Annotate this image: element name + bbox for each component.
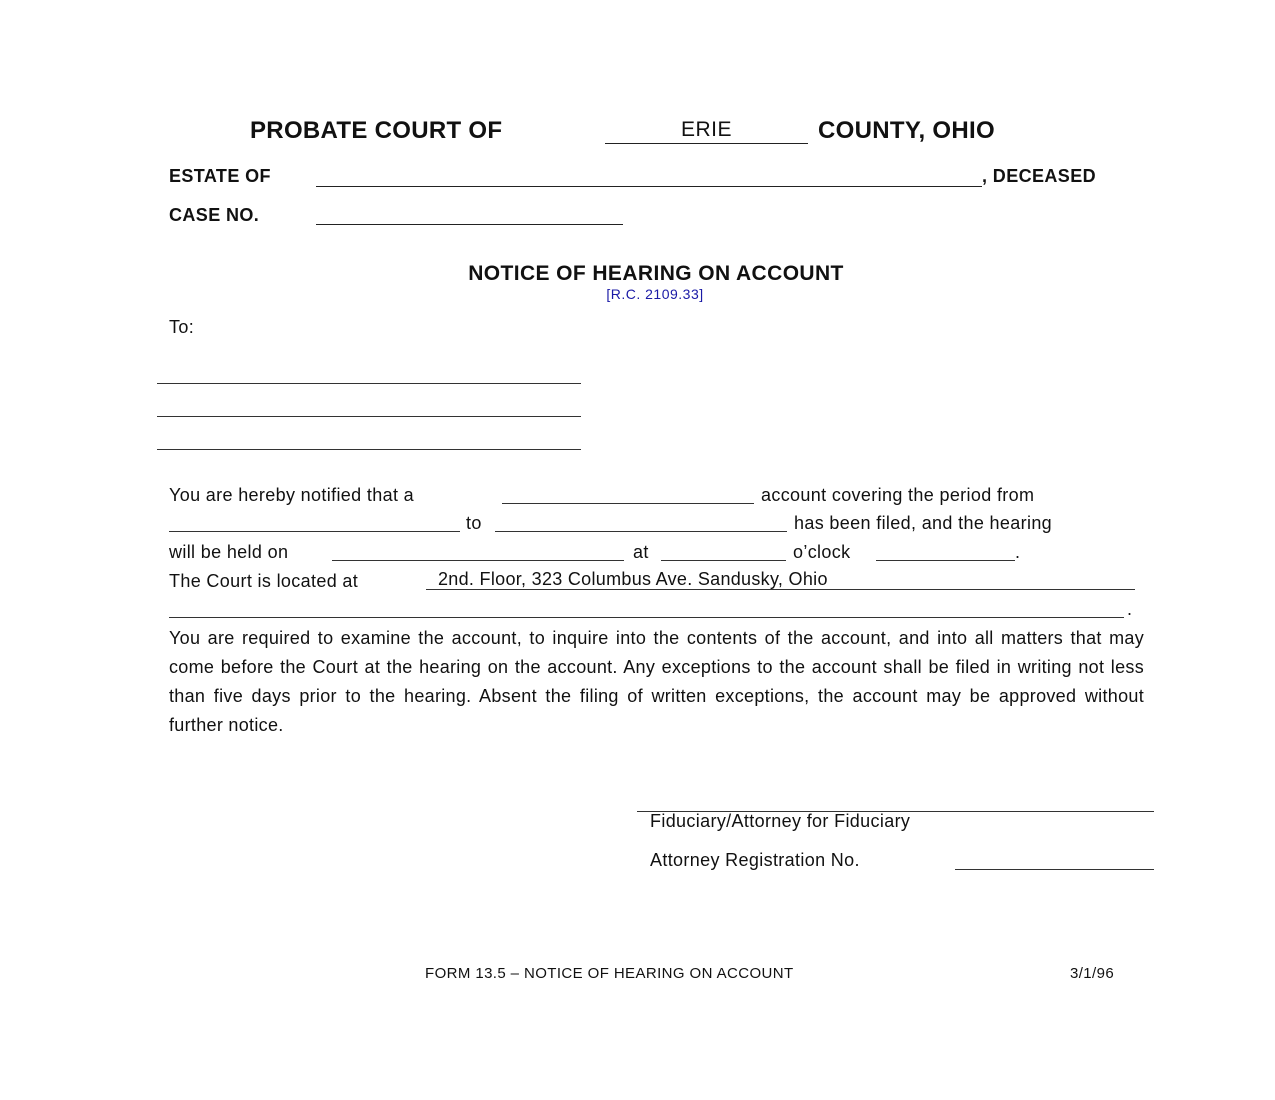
notice-at-word: at [633, 542, 649, 562]
form-date: 3/1/96 [1070, 965, 1115, 982]
form-title: NOTICE OF HEARING ON ACCOUNT [468, 262, 844, 285]
period-from-line[interactable] [169, 531, 460, 532]
court-location-line-2[interactable] [169, 617, 1124, 618]
county-field-line [605, 143, 808, 144]
hearing-date-line[interactable] [332, 560, 624, 561]
oclock-word: o’clock [793, 542, 851, 562]
form-name: FORM 13.5 – NOTICE OF HEARING ON ACCOUNT [425, 965, 794, 982]
notice-line-3-start: will be held on [169, 542, 289, 562]
court-location-value: 2nd. Floor, 323 Columbus Ave. Sandusky, Ohio [438, 569, 828, 589]
estate-label: ESTATE OF [169, 166, 271, 186]
recipient-line-3[interactable] [157, 449, 581, 450]
notice-line-2-end: has been filed, and the hearing [794, 513, 1053, 533]
am-pm-line[interactable] [876, 560, 1015, 561]
county-field-value[interactable]: ERIE [680, 118, 732, 141]
line-5-period: . [1127, 599, 1133, 619]
registration-line[interactable] [955, 869, 1154, 870]
court-prefix: PROBATE COURT OF [250, 117, 503, 144]
statute-reference: [R.C. 2109.33] [606, 286, 704, 302]
recipient-line-1[interactable] [157, 383, 581, 384]
court-suffix: COUNTY, OHIO [818, 117, 995, 144]
line-3-period: . [1015, 542, 1021, 562]
case-number-label: CASE NO. [169, 205, 260, 225]
notice-line-1-end: account covering the period from [761, 485, 1035, 505]
notice-line-1-start: You are hereby notified that a [169, 485, 415, 505]
to-label: To: [169, 317, 195, 337]
instructions-paragraph: You are required to examine the account, to inquire into the contents of the account, and into all matters that may come before the Court at the hearing on the account. Any exceptions to the account shall be filed in writing not less than five days prior to the hearing. Absent the filing of written exceptions, the account may be approved without further notice. [169, 628, 1144, 735]
registration-label: Attorney Registration No. [650, 850, 860, 870]
case-number-line [316, 224, 623, 225]
fiduciary-label: Fiduciary/Attorney for Fiduciary [650, 811, 911, 831]
deceased-label: , DECEASED [982, 166, 1097, 186]
period-to-line[interactable] [495, 531, 787, 532]
recipient-line-2[interactable] [157, 416, 581, 417]
estate-field-line [316, 186, 982, 187]
account-type-line[interactable] [502, 503, 754, 504]
notice-to-word: to [466, 513, 482, 533]
hearing-time-line[interactable] [661, 560, 786, 561]
notice-line-4-start: The Court is located at [169, 571, 359, 591]
